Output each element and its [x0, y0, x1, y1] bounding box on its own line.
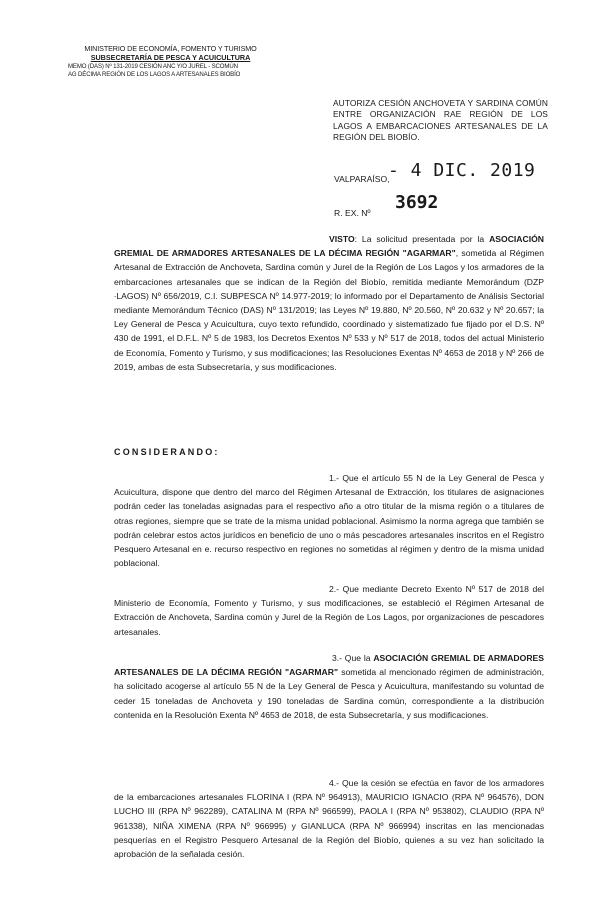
considerando-item-3-text-b: sometida al mencionado régimen de administración, ha solicitado acogerse al artículo 55 N de la Ley General de Pesca y Acuicultura, manifestando su voluntad de ceder 15 toneladas de Anchoveta y 190 toneladas de Sardina común, correspondiente a la distribución contenida en la Resolución Exenta Nº 4653 de 2018, de esta Subsecretaría, y sus modificaciones. [114, 667, 544, 720]
considerando-item-1-text: 1.- Que el artículo 55 N de la Ley General de Pesca y Acuicultura, dispone que dentro del marco del Régimen Artesanal de Extracción, los titulares de asignaciones podrán ceder las toneladas asignadas para el respectivo año a otro titular de la misma región o a titulares de otras regiones, siempre que se trate de la misma unidad poblacional. Asimismo la norma agrega que también se podrán celebrar estos actos jurídicos en beneficio de uno o más pescadores artesanales inscritos en el Registro Pesquero Artesanal en e. recurso respectivo en regiones no sometidas al régimen y dentro de la misma unidad poblacional. [114, 473, 544, 569]
memo-reference-line-2: AG DÉCIMA REGIÓN DE LOS LAGOS A ARTESANALES BIOBÍO [68, 71, 241, 78]
considerando-item-3 [114, 651, 544, 722]
considerando-heading: CONSIDERANDO: [114, 447, 220, 457]
considerando-item-3-text-a: 3.- Que la [332, 653, 374, 663]
considerando-item-4 [114, 776, 544, 861]
rex-number: 3692 [395, 192, 439, 213]
considerando-item-3-organization: ASOCIACIÓN GREMIAL DE ARMADORES ARTESANALES DE LA DÉCIMA REGIÓN "AGARMAR" [114, 653, 544, 678]
resolution-subject: AUTORIZA CESIÓN ANCHOVETA Y SARDINA COMÚN ENTRE ORGANIZACIÓN RAE REGIÓN DE LOS LAGOS A EMBARCACIONES ARTESANALES DE LA REGIÓN DEL BIOBÍO. [333, 98, 548, 142]
considerando-item-2-text: 2.- Que mediante Decreto Exento Nº 517 de 2018 del Ministerio de Economía, Fomento y Turismo, y sus modificaciones, se estableció el Régimen Artesanal de Extracción de Anchoveta, Sardina común y Jurel de la Región de Los Lagos, por organizaciones de pescadores artesanales. [114, 584, 544, 637]
visto-text-a: : La solicitud presentada por la [354, 234, 490, 244]
visto-organization: ASOCIACIÓN GREMIAL DE ARMADORES ARTESANALES DE LA DÉCIMA REGIÓN "AGARMAR" [114, 234, 544, 259]
subsecretaria-name: SUBSECRETARÍA DE PESCA Y ACUICULTURA [90, 53, 251, 62]
visto-paragraph [114, 232, 544, 374]
considerando-item-4-text: 4.- Que la cesión se efectúa en favor de los armadores de la embarcaciones artesanales FLORINA I (RPA Nº 964913), MAURICIO IGNACIO (RPA Nº 964576), DON LUCHO III (RPA Nº 962289), CATALINA M (RPA Nº 966599), PAOLA I (RPA Nº 953802), CLAUDIO (RPA Nº 961338), NIÑA XIMENA (RPA Nº 966995) y GIANLUCA (RPA Nº 966994) inscritas en las mencionadas pesquerías en el Registro Pesquero Artesanal de la Región del Biobío, quienes a su vez han solicitado la aprobación de la señalada cesión. [114, 778, 544, 860]
place-label: VALPARAÍSO, [334, 174, 390, 184]
letterhead [68, 44, 273, 79]
ministry-name: MINISTERIO DE ECONOMÍA, FOMENTO Y TURISMO [84, 44, 257, 53]
visto-text-b: , sometida al Régimen Artesanal de Extracción de Anchoveta, Sardina común y Jurel de la Región de Los Lagos y los armadores de la embarcaciones artesanales que se indican de la Región del Biobío, remitida mediante Memorándum (DZP ∙LAGOS) Nº 656/2019, C.I. SUBPESCA Nº 14.977-2019; lo informado por el Departamento de Análisis Sectorial mediante Memorándum Técnico (DAS) Nº 131/2019; las Leyes Nº 19.880, Nº 20.560, Nº 20.632 y Nº 20.657; la Ley General de Pesca y Acuicultura, cuyo texto refundido, coordinado y sistematizado fue fijado por el D.S. Nº 430 de 1991, el D.F.L. Nº 5 de 1983, los Decretos Exentos Nº 533 y Nº 517 de 2018, todos del actual Ministerio de Economía, Fomento y Turismo, y sus modificaciones; las Resoluciones Exentas Nº 4653 de 2018 y Nº 266 de 2019, ambas de esta Subsecretaría, y sus modificaciones. [114, 248, 544, 372]
date-stamp: - 4 DIC. 2019 [388, 160, 536, 181]
rex-label: R. EX. Nº [334, 208, 371, 218]
visto-label: VISTO [329, 234, 355, 244]
considerando-item-1 [114, 471, 544, 570]
memo-reference-line-1: MEMO (DAS) Nº 131-2019 CESIÓN ANC Y/O JUREL - SCOMÚN [68, 63, 238, 70]
considerando-item-2 [114, 582, 544, 639]
